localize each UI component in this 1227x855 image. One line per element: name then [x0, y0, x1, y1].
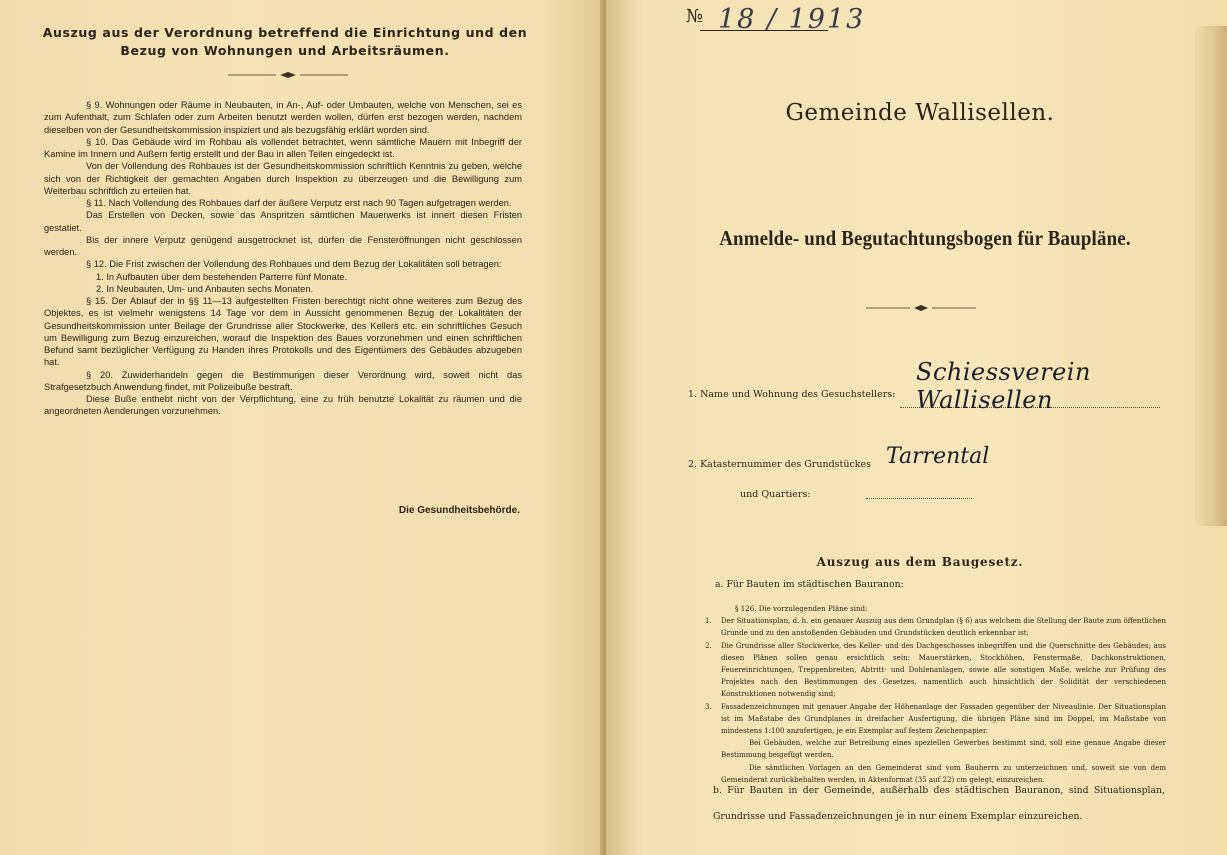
file-number: 18 / 1913 — [718, 4, 866, 35]
ordinance-paragraph: § 11. Nach Vollendung des Rohbaues darf der äußere Verputz erst nach 90 Tagen aufgetragen werden. — [86, 198, 512, 208]
ornament-divider-icon — [866, 304, 976, 312]
section-126-item-number: 1. — [705, 616, 712, 626]
left-page — [0, 0, 604, 855]
ordinance-title-line-1: Auszug aus der Verordnung betreffend die Einrichtung und den — [42, 25, 528, 40]
section-126-item-text: Die Grundrisse aller Stockwerke, des Keller- und des Dachgeschosses inbegriffen und die Querschnitte des Gebäudes; aus diesen Plänen sollen genau ersichtlich sein: Mauerstärken, Stockhöhen, Fenstermaße, Dachkonstruktionen, Feuereinrichtungen, Treppenbreiten, Abtritt- und Dohlenanlagen, sowie alle sonstigen Maße, welche zur Prüfung des Projektes nach den Bestimmungen des Gesetzes, namentlich auch hinsichtlich der Solidität der verschiedenen Konstruktionen notwendig sind; — [721, 640, 1166, 699]
section-b-paragraph: b. Für Bauten in der Gemeinde, außerhalb des städtischen Bauranon, sind Situationsplan, Grundrisse und Fassadenzeichnungen je in nur einem Exemplar einzureichen. — [713, 785, 1165, 822]
cadastre-field-label: 2. Katasternummer des Grundstückes — [688, 459, 872, 470]
ordinance-paragraph: § 10. Das Gebäude wird im Rohbau als vollendet betrachtet, wenn sämtliche Mauern mit Inbegriff der Kamine im Innern und Außern fertig erstellt und der Bau in allen Teilen eingedeckt ist. — [44, 136, 522, 159]
ordinance-paragraph: Diese Buße enthebt nicht von der Verpflichtung, eine zu früh benutzte Lokalität zu räumen und die angeordneten Aenderungen vorzunehmen. — [44, 394, 522, 417]
ornament-divider-icon — [228, 71, 348, 79]
ordinance-paragraph: § 9. Wohnungen oder Räume in Neubauten, in An-, Auf- oder Umbauten, welche von Menschen, sei es zum Aufenthalt, zum Schlafen oder zum Arbeiten benutzt werden wollen, dürfen erst bezogen werden, nachdem dieselben von der Gesundheitskommission inspiziert und als bezugsfähig erklärt worden sind. — [44, 100, 522, 135]
section-126-intro: § 126. Die vorzulegenden Pläne sind: — [735, 604, 868, 613]
ordinance-paragraph: Bis der innere Verputz genügend ausgetrocknet ist, dürfen die Fensteröffnungen nicht geschlossen werden. — [44, 234, 522, 257]
section-126-item — [705, 615, 1166, 639]
section-126-note-1: Bei Gebäuden, welche zur Betreibung eines speziellen Gewerbes bestimmt sind, soll eine genaue Angabe dieser Bestimmung beigefügt werden. — [721, 738, 1166, 760]
section-126-item-number: 3. — [705, 701, 712, 711]
ordinance-body — [44, 99, 522, 418]
ordinance-paragraph: § 12. Die Frist zwischen der Vollendung des Rohbaues und dem Bezug der Lokalitäten soll betragen: — [86, 259, 502, 270]
ordinance-paragraph: § 15. Der Ablauf der in §§ 11—13 aufgestellten Fristen berechtigt nicht ohne weiteres zum Bezug des Objektes, es ist vielmehr wenigstens 14 Tage vor dem in Aussicht genommenen Bezug der Lokalitäten der Gesundheitskommission unter Beilage der Grundrisse aller Stockwerke, des Kellers etc. ein schriftliches Gesuch um Bewilligung zum Bezug einzureichen, worauf die Inspektion des Baues vorzunehmen und einen schriftlichen Befund samt bezüglicher Verfügung zu Handen ihres Protokolls und des Eigentümers des Gebäudes abzugeben hat. — [44, 296, 522, 368]
section-126-item-text: Der Situationsplan, d. h. ein genauer Auszug aus dem Grundplan (§ 6) aus welchem die Stellung der Baute zum öffentlichen Grunde und zu den anstoßenden Gebäuden und Grundstücken deutlich erkennbar ist; — [721, 616, 1166, 638]
ordinance-paragraph: Das Erstellen von Decken, sowie das Anspritzen sämtlichen Mauerwerks ist innert diesen Fristen gestatiet. — [44, 210, 522, 233]
section-126-body — [705, 603, 1166, 786]
cadastre-field-value[interactable]: Tarrental — [886, 444, 990, 469]
ordinance-paragraph: § 20. Zuwiderhandeln gegen die Bestimmungen dieser Verordnung wird, soweit nicht das Strafgesetzbuch Anwendung findet, mit Polizeibuße bestraft. — [44, 369, 522, 392]
section-126-item — [705, 701, 1166, 738]
form-title: Anmelde- und Begutachtungsbogen für Baupläne. — [719, 226, 1131, 250]
torn-page-edge — [1195, 26, 1227, 526]
ordinance-list-item: 1. In Aufbauten über dem bestehenden Parterre fünf Monate. — [96, 271, 348, 282]
ordinance-title — [30, 24, 540, 60]
number-sign: № — [686, 6, 704, 27]
ordinance-list-item: 2. In Neubauten, Um- und Anbauten sechs Monaten. — [96, 283, 314, 294]
signature-authority: Die Gesundheitsbehörde. — [398, 505, 520, 516]
quarter-field-label: und Quartiers: — [740, 489, 811, 500]
applicant-field-label: 1. Name und Wohnung des Gesuchstellers: — [688, 389, 896, 400]
section-126-item-text: Fassadenzeichnungen mit genauer Angabe der Höhenanlage der Fassaden gegenüber der Niveaulinie. Der Situationsplan ist im Maßstabe des Grundplanes in dreifacher Ausfertigung, die übrigen Pläne sind im Doppel, im Maßstabe von mindestens 1:100 anzufertigen, je ein Exemplar auf festem Zeichenpapier. — [721, 701, 1166, 736]
section-126-item — [705, 640, 1166, 701]
ordinance-paragraph: Von der Vollendung des Rohbaues ist der Gesundheitskommission schriftlich Kenntnis zu geben, welche sich von der Richtigkeit der gemachten Angaben durch Inspektion zu überzeugen und die Bewilligung zum Weiterbau schriftlich zu erteilen hat. — [44, 161, 522, 196]
section-126-items — [705, 615, 1166, 737]
municipality-heading: Gemeinde Wallisellen. — [785, 100, 1055, 126]
ordinance-title-line-2: Bezug von Wohnungen und Arbeitsräumen. — [120, 43, 450, 58]
section-b-text — [713, 778, 1165, 830]
section-126-item-number: 2. — [705, 640, 712, 650]
section-126-note-2: Die sämtlichen Vorlagen an den Gemeinderat sind vom Bauherrn zu unterzeichnen und, soweit sie von dem Gemeinderat zurückbehalten werden, in Aktenformat (35 auf 22) cm gelegt, einzureichen. — [721, 762, 1166, 784]
quarter-field-line[interactable] — [866, 497, 972, 499]
excerpt-title: Auszug aus dem Baugesetz. — [816, 555, 1024, 569]
applicant-field-value[interactable]: Schiessverein Wallisellen — [916, 358, 1091, 414]
section-a-heading: a. Für Bauten im städtischen Bauranon: — [715, 579, 904, 590]
